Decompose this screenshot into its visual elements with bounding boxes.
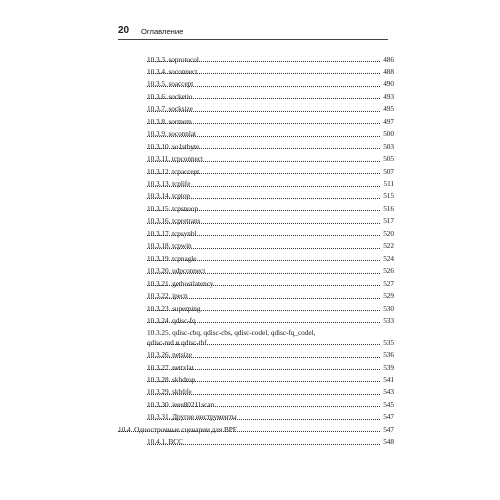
- toc-entry-page: 529: [383, 291, 394, 301]
- toc-entry-label: 10.3.20. udpconnect: [147, 266, 206, 276]
- toc-entry[interactable]: [0, 412, 394, 421]
- toc-entry-page: 503: [383, 141, 394, 151]
- toc-entry[interactable]: [0, 117, 394, 126]
- toc-entry[interactable]: [0, 191, 394, 200]
- toc-entry-page: 522: [383, 241, 394, 251]
- toc-entry[interactable]: [0, 304, 394, 313]
- toc-entry-page: 517: [383, 216, 394, 226]
- toc-entry-page: 526: [383, 266, 394, 276]
- toc-entry-page: 548: [383, 437, 394, 447]
- running-header: [118, 24, 388, 38]
- dot-leader: [147, 394, 380, 395]
- toc-entry-page: 507: [383, 166, 394, 176]
- toc-entry[interactable]: [0, 279, 394, 288]
- toc-entry-page: 524: [383, 253, 394, 263]
- toc-entry-label: 10.4.1. BCC: [147, 437, 183, 447]
- dot-leader: [147, 198, 380, 199]
- dot-leader: [147, 235, 380, 236]
- toc-entry-page: 547: [383, 424, 394, 434]
- toc-entry-label: 10.3.5. soaccept: [147, 79, 194, 89]
- dot-leader: [147, 248, 380, 249]
- toc-entry-label: 10.3.15. tcpsnoop: [147, 203, 199, 213]
- toc-entry-page: 536: [383, 350, 394, 360]
- toc-entry-page: 505: [383, 154, 394, 164]
- toc-entry-page: 539: [383, 362, 394, 372]
- toc-entry[interactable]: [0, 316, 394, 325]
- toc-entry-label: 10.3.14. tcptop: [147, 191, 191, 201]
- toc-entry-label: 10.4. Однострочные сценарии для BPF: [118, 424, 237, 434]
- dot-leader: [147, 61, 380, 62]
- dot-leader: [147, 419, 380, 420]
- dot-leader: [147, 344, 380, 345]
- dot-leader: [147, 186, 380, 187]
- toc-entry-page: 486: [383, 54, 394, 64]
- toc-entry[interactable]: [0, 425, 394, 434]
- toc-entry-label: qdisc-red и qdisc-tbf: [147, 337, 207, 347]
- dot-leader: [147, 210, 380, 211]
- dot-leader: [147, 369, 380, 370]
- toc-entry-label: 10.3.29. skblife: [147, 387, 192, 397]
- toc-entry[interactable]: [0, 79, 394, 88]
- toc-entry-label: 10.3.7. socksize: [147, 104, 193, 114]
- toc-entry-label: 10.3.27. nettxlat: [147, 362, 194, 372]
- toc-entry[interactable]: [0, 363, 394, 372]
- toc-entry-label: 10.3.19. tcpnagle: [147, 253, 197, 263]
- toc-entry[interactable]: [0, 55, 394, 64]
- dot-leader: [147, 298, 380, 299]
- toc-entry-label: 10.3.18. tcpwin: [147, 241, 192, 251]
- dot-leader: [147, 161, 380, 162]
- dot-leader: [147, 357, 380, 358]
- toc-entry-label: 10.3.26. netsize: [147, 350, 192, 360]
- toc-entry-label: 10.3.28. skbdrop: [147, 374, 196, 384]
- toc-entry-page: 516: [383, 203, 394, 213]
- toc-entry-page: 533: [383, 315, 394, 325]
- dot-leader: [147, 86, 380, 87]
- toc-entry[interactable]: [0, 400, 394, 409]
- toc-entry[interactable]: [0, 291, 394, 300]
- toc-entry[interactable]: [0, 241, 394, 250]
- dot-leader: [147, 260, 380, 261]
- toc-entry-page: 527: [383, 278, 394, 288]
- toc-entry-label: 10.3.30. ieee80211scan: [147, 399, 215, 409]
- toc-entry[interactable]: [0, 266, 394, 275]
- toc-entry[interactable]: [0, 92, 394, 101]
- dot-leader: [147, 223, 380, 224]
- toc-entry-label: 10.3.9. soconnlat: [147, 129, 197, 139]
- toc-entry[interactable]: [0, 154, 394, 163]
- toc-entry-page: 488: [383, 66, 394, 76]
- dot-leader: [147, 285, 380, 286]
- toc-entry-label: 10.3.17. tcpsynbl: [147, 228, 197, 238]
- toc-entry[interactable]: [0, 167, 394, 176]
- toc-entry-page: 535: [383, 337, 394, 347]
- toc-entry[interactable]: [0, 229, 394, 238]
- toc-entry[interactable]: [0, 179, 394, 188]
- toc-entry[interactable]: [0, 216, 394, 225]
- toc-entry-page: 497: [383, 116, 394, 126]
- toc-entry-page: 515: [383, 191, 394, 201]
- toc-entry-page: 493: [383, 91, 394, 101]
- dot-leader: [147, 73, 380, 74]
- toc-entry-label: 10.3.3. soprotocol: [147, 54, 199, 64]
- toc-entry-label: 10.3.13. tcplife: [147, 179, 191, 188]
- dot-leader: [147, 310, 380, 311]
- toc-entry[interactable]: [0, 104, 394, 113]
- dot-leader: [147, 148, 380, 149]
- dot-leader: [147, 406, 380, 407]
- toc-entry-page: 520: [383, 228, 394, 238]
- toc-entry-label: 10.3.25. qdisc-cbq, qdisc-cbs, qdisc-codel, qdisc-fq_codel,: [147, 328, 316, 338]
- header-divider: [118, 39, 388, 40]
- toc-entry-page: 500: [383, 129, 394, 139]
- toc-entry-label: 10.3.10. so1stbyte: [147, 141, 200, 151]
- toc-entry-page: 511: [383, 179, 394, 188]
- toc-entry[interactable]: [0, 67, 394, 76]
- toc-entry-page: 495: [383, 104, 394, 114]
- toc-entry-label: 10.3.12. tcpaccept: [147, 166, 200, 176]
- header-title: Оглавление: [141, 27, 184, 36]
- toc-entry[interactable]: [0, 375, 394, 384]
- dot-leader: [147, 444, 380, 445]
- toc-entry[interactable]: [0, 204, 394, 213]
- toc-entry-label: 10.3.21. gethostlatency: [147, 278, 214, 288]
- toc-entry-label: 10.3.11. tcpconnect: [147, 154, 203, 164]
- toc-entry[interactable]: [0, 387, 394, 396]
- toc-entry-label: 10.3.31. Другие инструменты: [147, 412, 237, 422]
- toc-entry-page: 543: [383, 387, 394, 397]
- toc-entry[interactable]: [0, 142, 394, 151]
- dot-leader: [147, 111, 380, 112]
- dot-leader: [147, 173, 380, 174]
- toc-entry-label: 10.3.8. sormem: [147, 116, 192, 126]
- dot-leader: [147, 98, 380, 99]
- toc-entry[interactable]: [0, 328, 394, 346]
- toc-entry-page: 530: [383, 303, 394, 313]
- toc-entry-page: 541: [383, 374, 394, 384]
- dot-leader: [147, 381, 380, 382]
- toc-entry-page: 547: [383, 412, 394, 422]
- toc-entry[interactable]: [0, 350, 394, 359]
- dot-leader: [147, 136, 380, 137]
- toc-entry-page: 490: [383, 79, 394, 89]
- dot-leader: [118, 431, 380, 432]
- header-page-number: 20: [118, 25, 130, 36]
- toc-entry-label: 10.3.22. ipecn: [147, 291, 188, 301]
- toc-entry[interactable]: [0, 437, 394, 446]
- toc-entry[interactable]: [0, 254, 394, 263]
- toc-entry-page: 545: [383, 399, 394, 409]
- dot-leader: [147, 273, 380, 274]
- toc-entry-label: 10.3.24. qdisc-fq: [147, 315, 196, 325]
- toc-entry-label: 10.3.6. socketio: [147, 91, 193, 101]
- toc-entry[interactable]: [0, 129, 394, 138]
- toc-entry-label: 10.3.4. soconnect: [147, 66, 198, 76]
- toc-entry-label: 10.3.23. superping: [147, 303, 201, 313]
- dot-leader: [147, 322, 380, 323]
- dot-leader: [147, 123, 380, 124]
- toc-entry-label: 10.3.16. tcpretrans: [147, 216, 201, 226]
